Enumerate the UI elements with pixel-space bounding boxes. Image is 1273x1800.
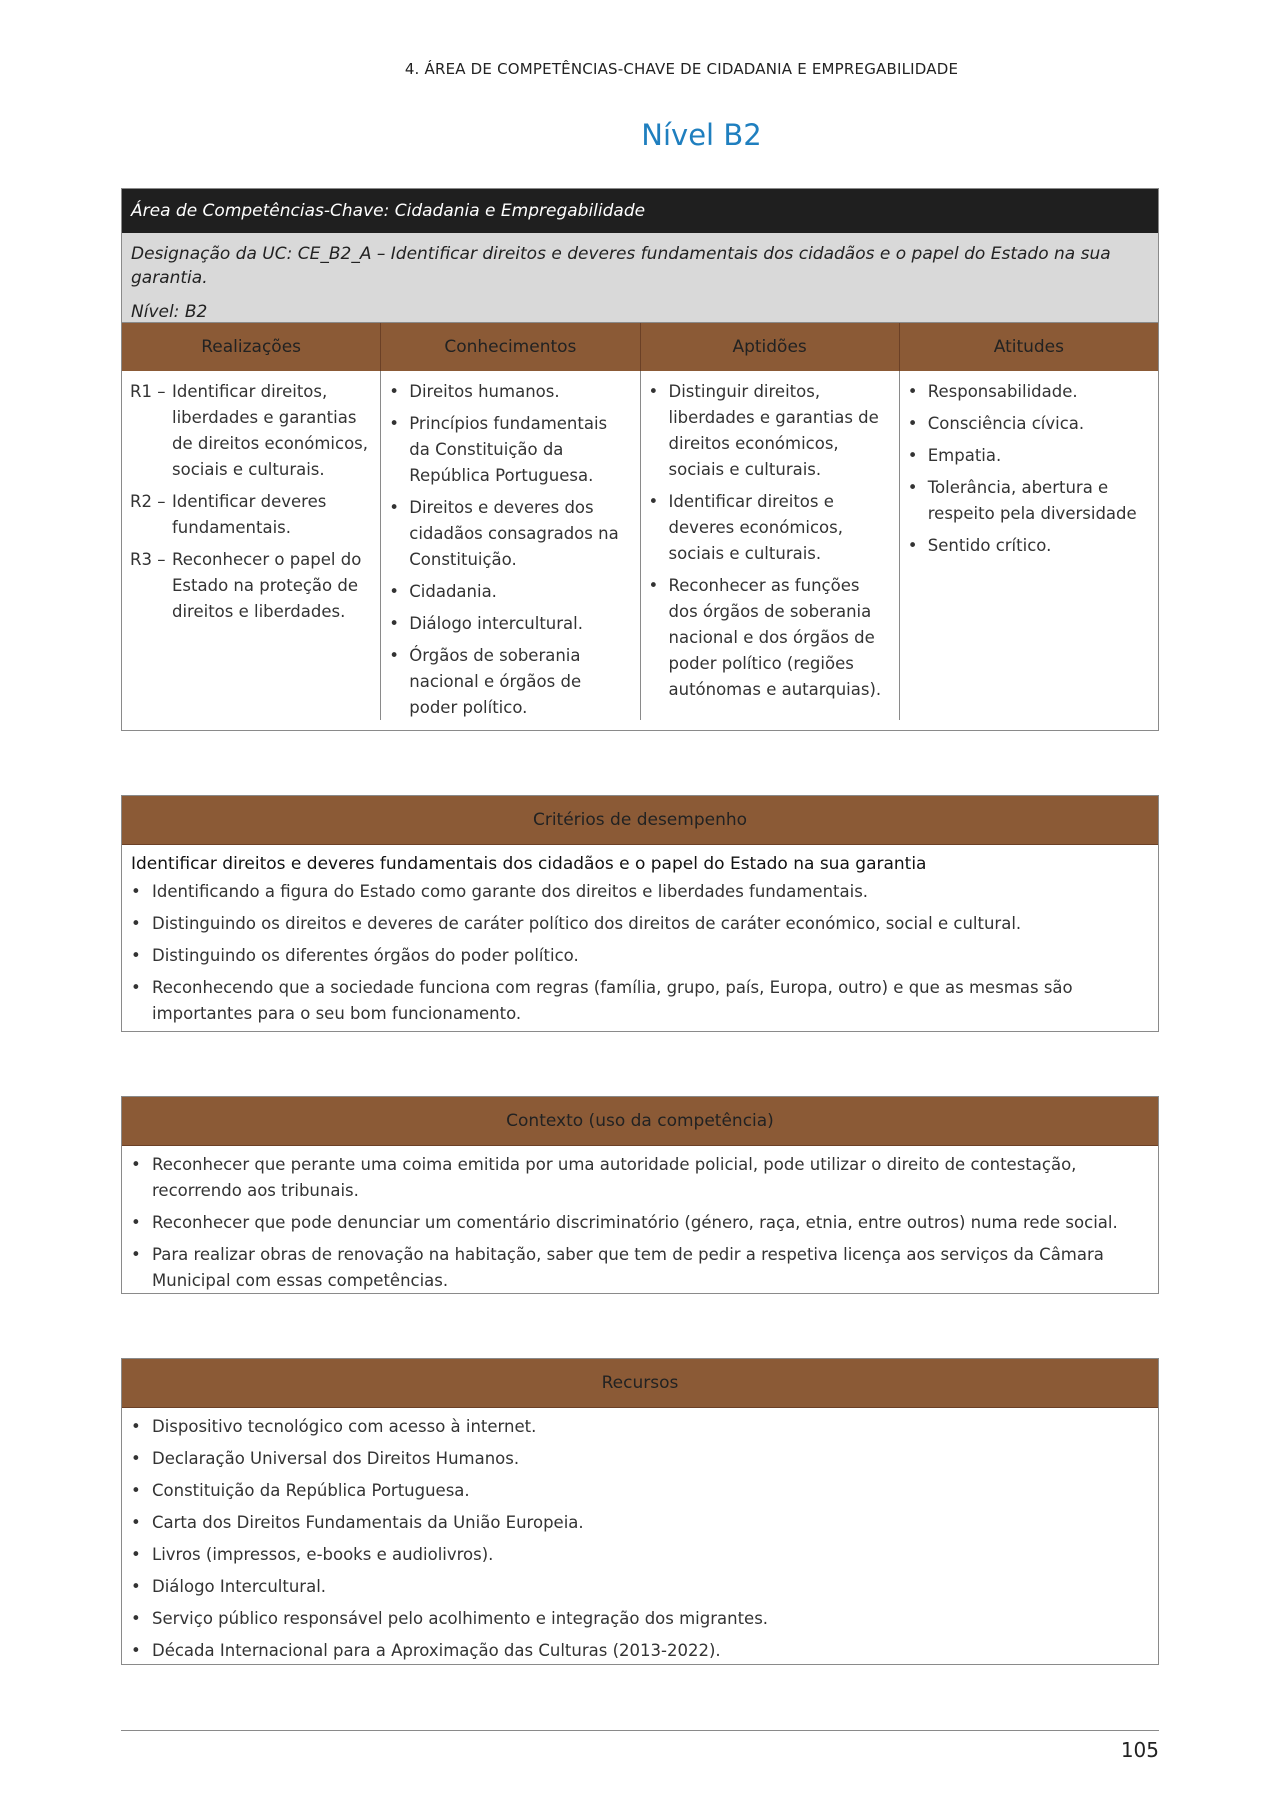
recursos-body [122,1408,1158,1664]
columns-header [122,323,1158,371]
bullet-icon: • [389,582,399,601]
bullet-icon: • [131,1577,141,1596]
list-item: • Constituição da República Portuguesa. [131,1478,1149,1504]
bullet-icon: • [389,414,399,433]
bullet-icon: • [131,914,141,933]
criterios-subtitle: Identificar direitos e deveres fundamentais dos cidadãos e o papel do Estado na sua garantia [131,854,927,874]
uc-table [121,188,1159,731]
bullet-icon: • [648,492,659,511]
bullet-icon: • [389,382,399,401]
bullet-icon: • [131,1545,141,1564]
col-header-conhecimentos: Conhecimentos [381,323,640,371]
list-item: • Diálogo intercultural. [389,611,631,637]
bullet-icon: • [131,946,141,965]
list-item: • Tolerância, abertura e respeito pela diversidade [908,475,1150,527]
designacao-band [122,233,1158,323]
chapter-heading: 4. ÁREA DE COMPETÊNCIAS-CHAVE DE CIDADANIA E EMPREGABILIDADE [404,60,959,78]
list-item: • Reconhecer as funções dos órgãos de soberania nacional e dos órgãos de poder político (regiões autónomas e autarquias). [649,573,891,703]
list-item: • Consciência cívica. [908,411,1150,437]
contexto-title: Contexto (uso da competência) [122,1097,1158,1146]
list-item: • Carta dos Direitos Fundamentais da União Europeia. [131,1510,1149,1536]
bullet-icon: • [131,1513,141,1532]
list-item: • Distinguindo os diferentes órgãos do poder político. [131,943,1149,969]
bullet-icon: • [131,882,141,901]
bullet-icon: • [131,1245,141,1264]
list-item: • Década Internacional para a Aproximação das Culturas (2013-2022). [131,1638,1149,1664]
list-item: • Distinguindo os direitos e deveres de caráter político dos direitos de caráter económico, social e cultural. [131,911,1149,937]
bullet-icon: • [131,1449,141,1468]
list-item: R2 – Identificar deveres fundamentais. [130,492,327,537]
bullet-icon: • [907,536,918,555]
criterios-body [122,845,1158,1027]
bullet-icon: • [648,576,659,595]
list-item: • Órgãos de soberania nacional e órgãos de poder político. [389,643,631,721]
list-item: • Diálogo Intercultural. [131,1574,1149,1600]
area-bar: Área de Competências-Chave: Cidadania e Empregabilidade [122,189,1158,233]
list-item: • Distinguir direitos, liberdades e garantias de direitos económicos, sociais e culturais. [649,379,891,483]
col-atitudes [900,371,1158,720]
bullet-icon: • [907,382,918,401]
bullet-icon: • [389,646,399,665]
list-item: • Responsabilidade. [908,379,1150,405]
list-item: • Identificar direitos e deveres económicos, sociais e culturais. [649,489,891,567]
bullet-icon: • [131,1609,141,1628]
bullet-icon: • [907,446,918,465]
list-item: • Direitos e deveres dos cidadãos consagrados na Constituição. [389,495,631,573]
col-header-aptidoes: Aptidões [641,323,900,371]
nivel-text: Nível: B2 [131,302,208,322]
bullet-icon: • [131,978,141,997]
bullet-icon: • [907,414,918,433]
list-item: • Dispositivo tecnológico com acesso à internet. [131,1414,1149,1440]
page-number: 105 [1120,1738,1159,1762]
bullet-icon: • [131,1155,141,1174]
list-item: • Cidadania. [389,579,631,605]
contexto-section [121,1096,1159,1294]
list-item: • Livros (impressos, e-books e audiolivros). [131,1542,1149,1568]
bullet-icon: • [389,614,399,633]
footer-divider [121,1730,1159,1731]
list-item: • Reconhecer que pode denunciar um comentário discriminatório (género, raça, etnia, entre outros) numa rede social. [131,1210,1149,1236]
col-header-atitudes: Atitudes [993,337,1065,357]
list-item: • Empatia. [908,443,1150,469]
bullet-icon: • [907,478,918,497]
designacao-text: Designação da UC: CE_B2_A – Identificar direitos e deveres fundamentais dos cidadãos e o papel do Estado na sua garantia. [131,244,1111,288]
level-title: Nível B2 [641,118,762,152]
recursos-title: Recursos [122,1359,1158,1408]
col-conhecimentos [381,371,640,720]
col-realizacoes [122,371,381,720]
bullet-icon: • [131,1213,141,1232]
bullet-icon: • [131,1641,141,1660]
list-item: R3 – Reconhecer o papel do Estado na proteção de direitos e liberdades. [130,550,362,621]
contexto-body [122,1146,1158,1294]
criterios-title: Critérios de desempenho [122,796,1158,845]
list-item: • Sentido crítico. [908,533,1150,559]
bullet-icon: • [131,1417,141,1436]
list-item: • Reconhecer que perante uma coima emitida por uma autoridade policial, pode utilizar o direito de contestação, recorrendo aos tribunais. [131,1152,1149,1204]
list-item: • Declaração Universal dos Direitos Humanos. [131,1446,1149,1472]
col-aptidoes [641,371,900,720]
list-item: • Reconhecendo que a sociedade funciona com regras (família, grupo, país, Europa, outro) e que as mesmas são importantes para o seu bom funcionamento. [131,975,1149,1027]
bullet-icon: • [648,382,659,401]
recursos-section [121,1358,1159,1665]
columns-body [122,371,1158,720]
bullet-icon: • [389,498,399,517]
list-item: • Princípios fundamentais da Constituição da República Portuguesa. [389,411,631,489]
col-header-realizacoes: Realizações [122,323,381,371]
list-item: R1 – Identificar direitos, liberdades e garantias de direitos económicos, sociais e culturais. [130,382,369,479]
list-item: • Para realizar obras de renovação na habitação, saber que tem de pedir a respetiva licença aos serviços da Câmara Municipal com essas competências. [131,1242,1149,1294]
criterios-section [121,795,1159,1032]
list-item: • Direitos humanos. [389,379,631,405]
list-item: • Identificando a figura do Estado como garante dos direitos e liberdades fundamentais. [131,879,1149,905]
bullet-icon: • [131,1481,141,1500]
list-item: • Serviço público responsável pelo acolhimento e integração dos migrantes. [131,1606,1149,1632]
